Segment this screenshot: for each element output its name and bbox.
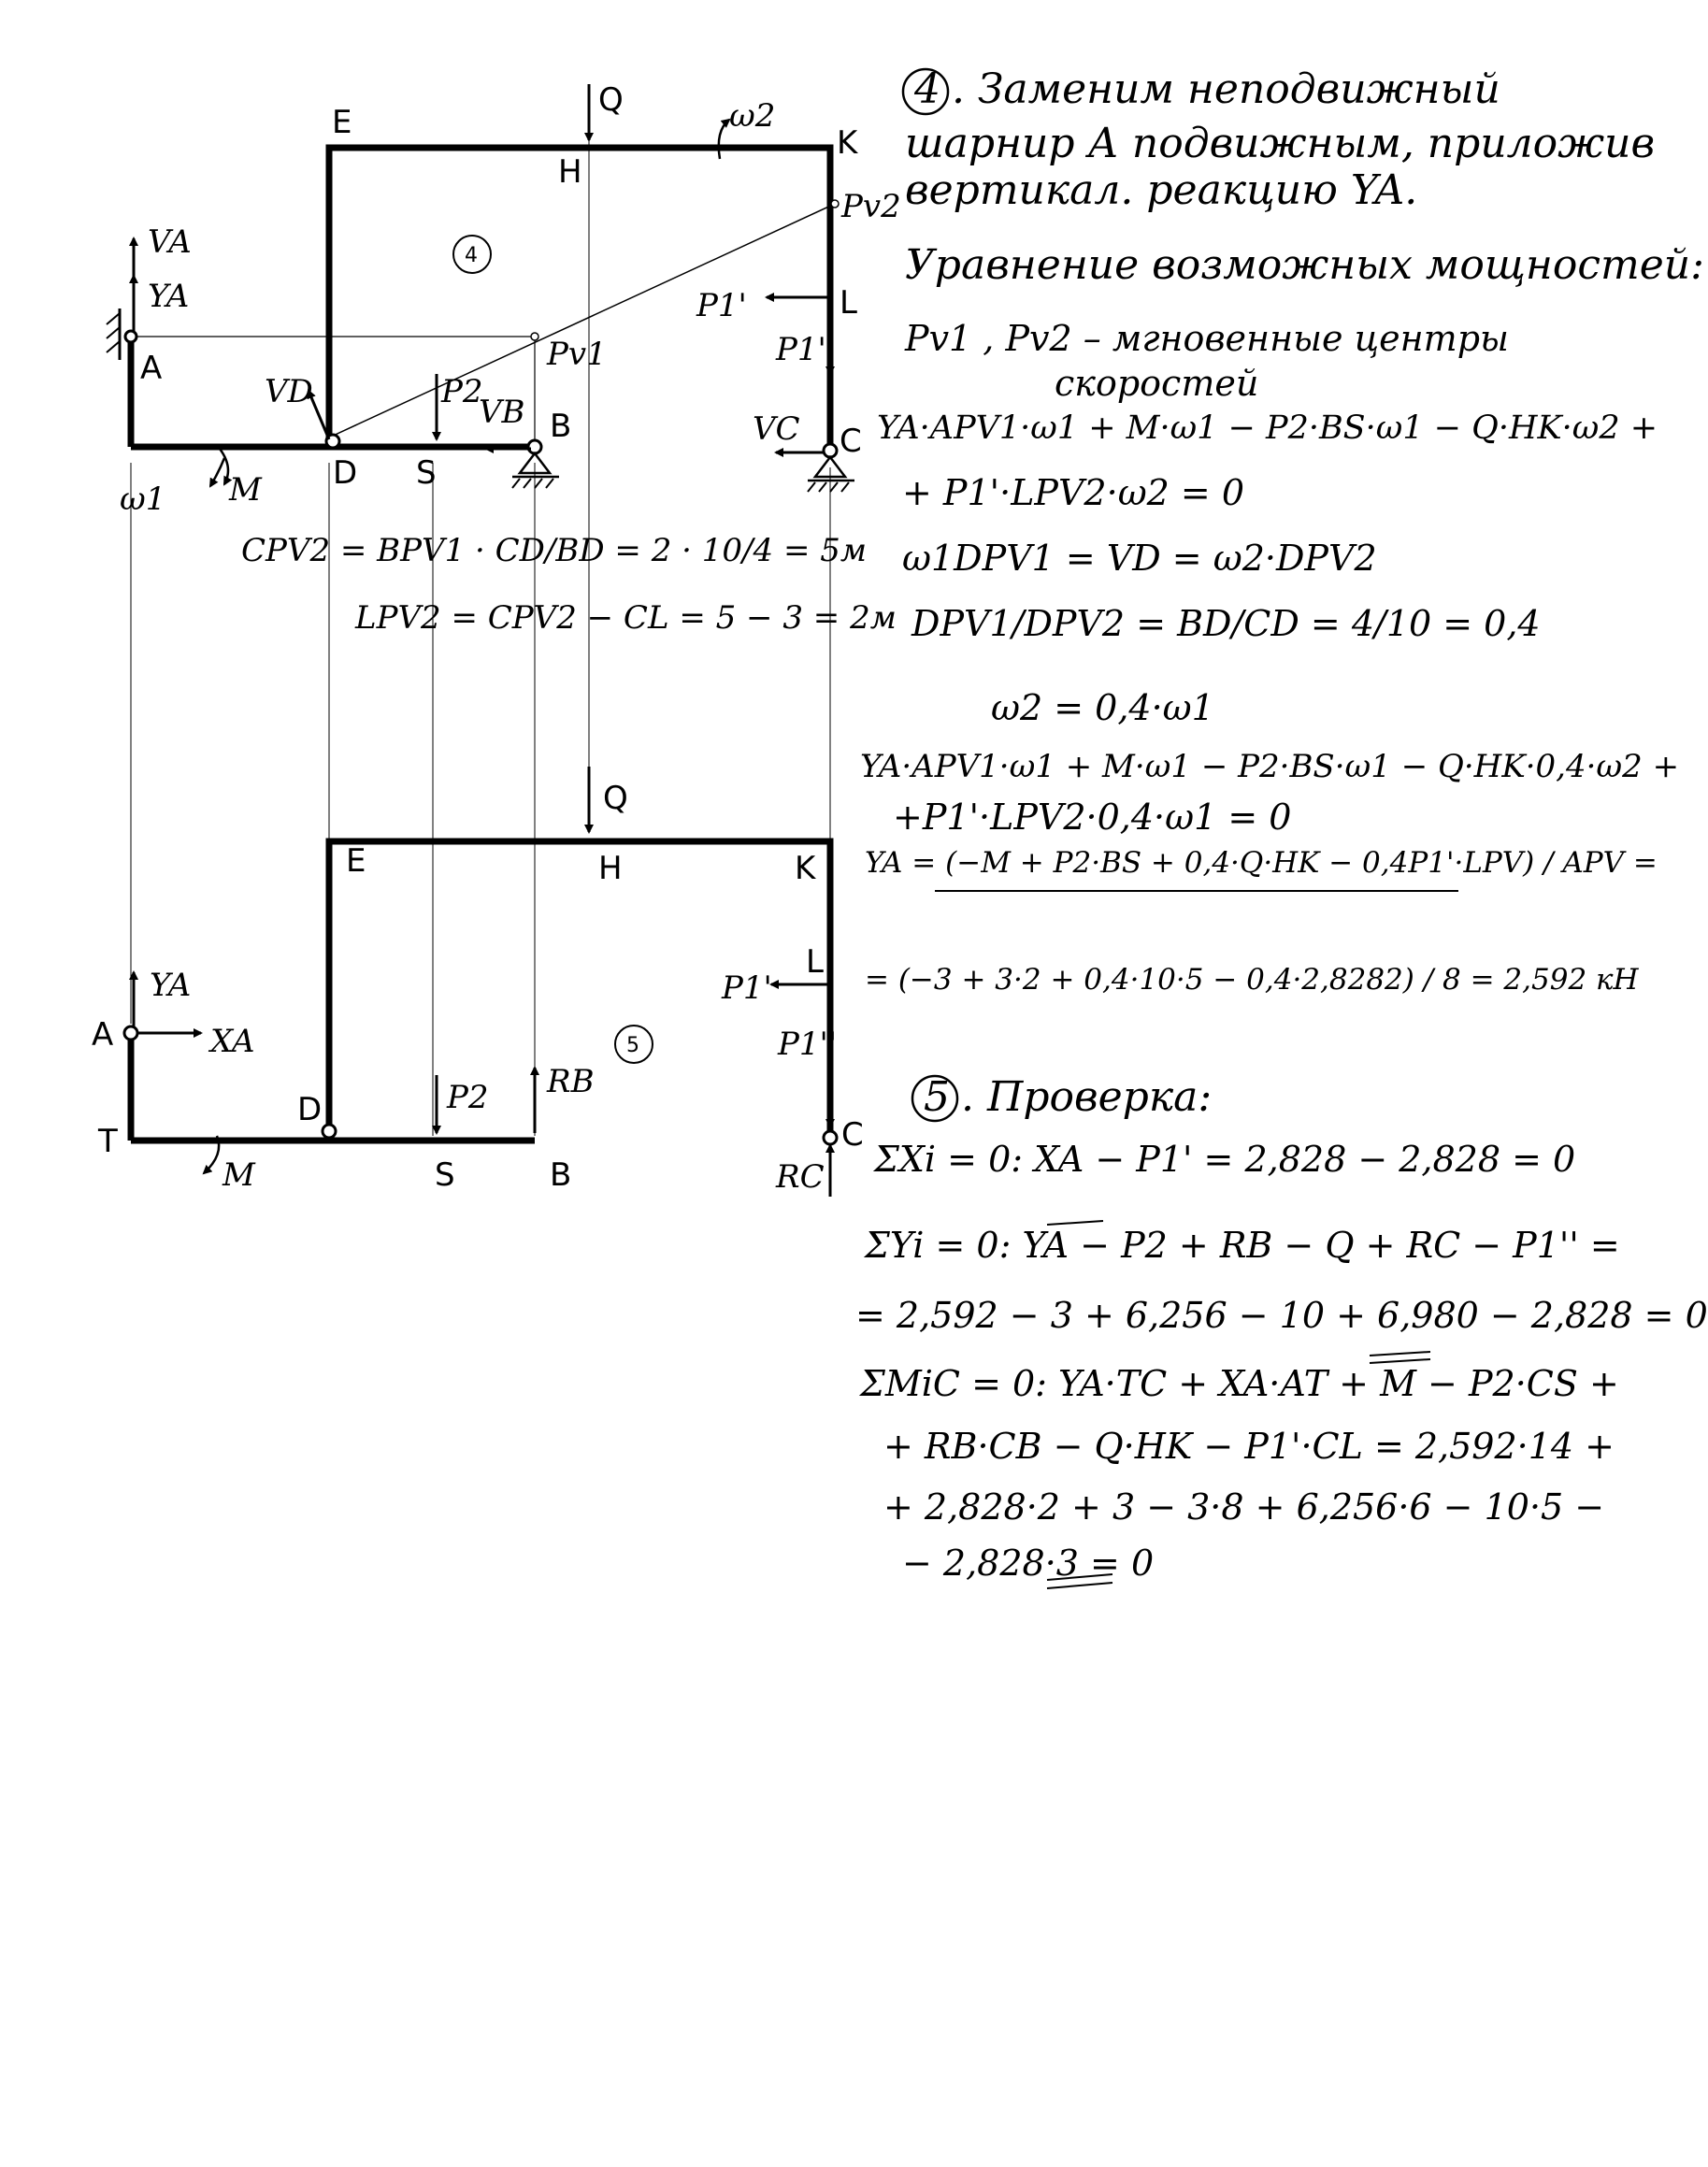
label-P2: P2 [441,373,483,410]
eq-ratio: DPV1/DPV2 = BD/CD = 4/10 = 0,4 [911,603,1541,644]
arc-omega2 [719,120,729,159]
label5-RB: RB [547,1063,595,1100]
eq-omega: ω1DPV1 = VD = ω2·DPV2 [902,538,1377,579]
formula-CPv2: CPV2 = BPV1 · CD/BD = 2 · 10/4 = 5м [241,532,868,569]
label-VA: VA [148,223,192,261]
step5-number: 5 [924,1073,950,1121]
label5-YA: YA [150,967,192,1004]
label5-M: M [222,1156,255,1194]
label-P1p: P1' [696,287,747,324]
label5-RC: RC [776,1158,825,1196]
label5-D: D [297,1091,323,1128]
diagram-5 [92,767,864,1197]
label-A: A [140,350,163,387]
eq-YA-value: = (−3 + 3·2 + 0,4·10·5 − 0,4·2,8282) / 8 = 2,592 кН [865,963,1639,997]
eq-YA: YA = (−M + P2·BS + 0,4·Q·HK − 0,4P1'·LPV) / APV = [865,846,1658,880]
step4-number: 4 [914,65,940,113]
label-VD: VD [265,373,313,410]
circle-5-label: 5 [626,1034,639,1057]
label5-S: S [435,1156,455,1194]
eq-power-1: YA·APV1·ω1 + M·ω1 − P2·BS·ω1 − Q·HK·ω2 + [877,409,1658,447]
label5-Q: Q [603,780,628,817]
check-Y: ΣYi = 0: YA − P2 + RB − Q + RC − P1'' = [865,1225,1620,1266]
label-D: D [333,454,358,492]
label5-XA: XA [210,1023,255,1060]
arc-M4 [210,458,224,486]
circle-4-label: 4 [465,244,478,267]
label-omega1: ω1 [120,481,166,518]
label-Q: Q [598,81,624,119]
label5-P1pp: P1'' [778,1026,838,1063]
formula-LPv2: LPV2 = CPV2 − CL = 5 − 3 = 2м [355,599,897,637]
label5-K: K [795,850,816,887]
label5-E: E [346,842,366,880]
label-L: L [840,284,857,322]
label5-A: A [92,1016,114,1054]
label-VC: VC [753,410,800,448]
label5-T: T [98,1123,118,1160]
label-YA: YA [148,278,190,315]
label-B: B [550,408,572,445]
label5-P2: P2 [447,1079,489,1116]
step4-line3: вертикал. реакцию YA. [905,166,1418,214]
label-S: S [416,454,437,492]
label5-H: H [598,850,623,887]
eq-power-4: +P1'·LPV2·0,4·ω1 = 0 [893,796,1292,838]
label-P1pp: P1'' [776,331,836,368]
check-M-3: + 2,828·2 + 3 − 3·8 + 6,256·6 − 10·5 − [883,1486,1605,1528]
step4-title: . Заменим неподвижный [952,65,1500,113]
check-M-2: + RB·CB − Q·HK − P1'·CL = 2,592·14 + [883,1426,1615,1467]
label-H: H [558,153,582,191]
label5-C: C [841,1116,864,1154]
label5-L: L [806,943,824,981]
power-title: Уравнение возможных мощностей: [905,241,1704,289]
check-X: ΣXi = 0: XA − P1' = 2,828 − 2,828 = 0 [874,1139,1576,1180]
line-D-Pv2 [329,204,835,438]
frame-EHK [329,148,830,449]
hinge5-A [124,1026,137,1040]
underline-2 [1370,1352,1430,1356]
label-omega2: ω2 [729,97,776,135]
pv1-point [531,333,538,340]
eq-power-3: YA·APV1·ω1 + M·ω1 − P2·BS·ω1 − Q·HK·0,4·ω2 + [860,748,1680,785]
label5-P1p: P1' [722,969,772,1007]
label-C: C [840,423,862,460]
centers-line2: скоростей [1055,363,1259,404]
check-Y-value: = 2,592 − 3 + 6,256 − 10 + 6,980 − 2,828 = 0 [855,1295,1708,1336]
check-M-4: − 2,828·3 = 0 [902,1543,1155,1584]
hinge5-C [824,1131,837,1144]
eq-omega2: ω2 = 0,4·ω1 [991,687,1214,728]
eq-power-2: + P1'·LPV2·ω2 = 0 [902,472,1245,513]
label-Pv2: Pv2 [841,188,901,225]
diagram-4 [107,81,901,1136]
label-Pv1: Pv1 [547,336,607,373]
check-M: ΣMiC = 0: YA·TC + XA·AT + M − P2·CS + [860,1363,1619,1404]
label-E: E [332,104,352,141]
centers-line1: Pv1 , Pv2 – мгновенные центры [905,318,1509,359]
step4-line2: шарнир А подвижным, приложив [905,120,1656,167]
step5-title: . Проверка: [961,1073,1213,1121]
label-VB: VB [479,394,525,431]
label-M4: M [229,471,262,509]
pv2-point [831,200,839,208]
label5-B: B [550,1156,572,1194]
hinge5-D [323,1125,336,1138]
label-K: K [837,124,858,162]
